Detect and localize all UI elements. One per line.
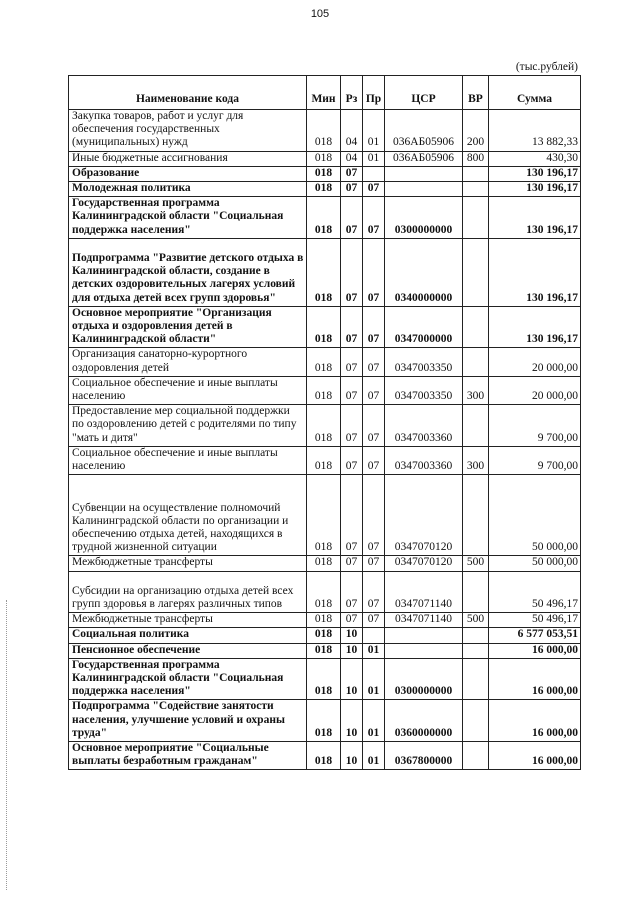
cell-min: 018 [307, 238, 341, 306]
cell-name: Пенсионное обеспечение [69, 643, 307, 658]
cell-pr [363, 166, 385, 181]
budget-table-container [68, 75, 580, 770]
cell-rz: 07 [341, 306, 363, 348]
units-label: (тыс.рублей) [515, 61, 578, 73]
cell-csr [385, 628, 463, 643]
scan-margin-marks [6, 600, 9, 890]
cell-rz: 07 [341, 475, 363, 556]
cell-sum: 9 700,00 [489, 446, 581, 474]
cell-min: 018 [307, 628, 341, 643]
cell-csr [385, 182, 463, 197]
cell-name: Закупка товаров, работ и услуг для обеспечения государственных (муниципальных) нужд [69, 110, 307, 152]
cell-min: 018 [307, 556, 341, 571]
cell-sum: 50 496,17 [489, 571, 581, 613]
cell-rz: 07 [341, 348, 363, 376]
cell-sum: 20 000,00 [489, 376, 581, 404]
cell-min: 018 [307, 151, 341, 166]
cell-rz: 07 [341, 556, 363, 571]
table-row [69, 556, 581, 571]
table-row [69, 151, 581, 166]
cell-pr: 01 [363, 700, 385, 742]
cell-min: 018 [307, 348, 341, 376]
cell-vr [463, 306, 489, 348]
cell-sum: 130 196,17 [489, 238, 581, 306]
table-row [69, 628, 581, 643]
table-row [69, 700, 581, 742]
cell-csr: 0347071140 [385, 571, 463, 613]
cell-csr: 0347003360 [385, 446, 463, 474]
cell-pr: 07 [363, 446, 385, 474]
cell-sum: 16 000,00 [489, 658, 581, 700]
cell-rz: 04 [341, 110, 363, 152]
table-row [69, 405, 581, 447]
cell-name: Межбюджетные трансферты [69, 556, 307, 571]
table-row [69, 182, 581, 197]
cell-csr [385, 166, 463, 181]
cell-pr: 07 [363, 238, 385, 306]
cell-rz: 07 [341, 571, 363, 613]
budget-table [68, 75, 581, 770]
cell-name: Основное мероприятие "Организация отдыха и оздоровления детей в Калининградской области" [69, 306, 307, 348]
table-row [69, 110, 581, 152]
cell-csr: 036АБ05906 [385, 110, 463, 152]
cell-vr [463, 475, 489, 556]
cell-csr: 0367800000 [385, 742, 463, 770]
cell-sum: 430,30 [489, 151, 581, 166]
cell-vr: 500 [463, 613, 489, 628]
cell-name: Государственная программа Калининградской области "Социальная поддержка населения" [69, 658, 307, 700]
cell-csr: 0347003360 [385, 405, 463, 447]
header-csr: ЦСР [385, 76, 463, 110]
cell-min: 018 [307, 166, 341, 181]
cell-name: Межбюджетные трансферты [69, 613, 307, 628]
cell-rz: 10 [341, 700, 363, 742]
cell-min: 018 [307, 110, 341, 152]
cell-csr: 0340000000 [385, 238, 463, 306]
cell-min: 018 [307, 643, 341, 658]
cell-min: 018 [307, 197, 341, 239]
cell-rz: 10 [341, 643, 363, 658]
cell-csr: 0300000000 [385, 658, 463, 700]
cell-vr [463, 643, 489, 658]
cell-sum: 130 196,17 [489, 306, 581, 348]
cell-pr: 01 [363, 643, 385, 658]
cell-pr: 07 [363, 197, 385, 239]
header-rz: Рз [341, 76, 363, 110]
cell-name: Образование [69, 166, 307, 181]
header-name: Наименование кода [69, 76, 307, 110]
cell-sum: 16 000,00 [489, 700, 581, 742]
table-header-row [69, 76, 581, 110]
cell-sum: 50 496,17 [489, 613, 581, 628]
cell-sum: 6 577 053,51 [489, 628, 581, 643]
cell-rz: 07 [341, 376, 363, 404]
table-row [69, 643, 581, 658]
cell-sum: 13 882,33 [489, 110, 581, 152]
cell-vr [463, 166, 489, 181]
header-pr: Пр [363, 76, 385, 110]
table-row [69, 742, 581, 770]
table-body [69, 110, 581, 770]
cell-name: Предоставление мер социальной поддержки по оздоровлению детей с родителями по типу "мать и дитя" [69, 405, 307, 447]
cell-csr: 0347000000 [385, 306, 463, 348]
cell-pr: 07 [363, 475, 385, 556]
cell-csr: 0347071140 [385, 613, 463, 628]
cell-sum: 20 000,00 [489, 348, 581, 376]
cell-pr: 01 [363, 110, 385, 152]
cell-vr [463, 197, 489, 239]
cell-rz: 07 [341, 446, 363, 474]
cell-vr [463, 628, 489, 643]
cell-rz: 07 [341, 613, 363, 628]
cell-rz: 07 [341, 182, 363, 197]
cell-sum: 50 000,00 [489, 475, 581, 556]
cell-sum: 16 000,00 [489, 742, 581, 770]
cell-min: 018 [307, 658, 341, 700]
cell-min: 018 [307, 376, 341, 404]
cell-name: Субвенции на осуществление полномочий Калининградской области по организации и обеспечению отдыха детей, находящихся в трудной жизненной ситуации [69, 475, 307, 556]
cell-pr: 07 [363, 556, 385, 571]
cell-min: 018 [307, 306, 341, 348]
cell-sum: 9 700,00 [489, 405, 581, 447]
cell-name: Социальная политика [69, 628, 307, 643]
cell-name: Молодежная политика [69, 182, 307, 197]
cell-pr: 07 [363, 306, 385, 348]
table-row [69, 475, 581, 556]
cell-min: 018 [307, 475, 341, 556]
cell-vr [463, 238, 489, 306]
cell-name: Организация санаторно-курортного оздоровления детей [69, 348, 307, 376]
cell-sum: 130 196,17 [489, 197, 581, 239]
cell-name: Подпрограмма "Содействие занятости населения, улучшение условий и охраны труда" [69, 700, 307, 742]
cell-csr: 0347070120 [385, 475, 463, 556]
cell-csr: 0300000000 [385, 197, 463, 239]
table-row [69, 658, 581, 700]
cell-csr: 0347003350 [385, 348, 463, 376]
cell-vr [463, 571, 489, 613]
cell-vr: 500 [463, 556, 489, 571]
cell-sum: 130 196,17 [489, 166, 581, 181]
cell-pr [363, 628, 385, 643]
cell-vr [463, 742, 489, 770]
cell-vr: 200 [463, 110, 489, 152]
cell-min: 018 [307, 182, 341, 197]
cell-name: Социальное обеспечение и иные выплаты населению [69, 376, 307, 404]
cell-min: 018 [307, 405, 341, 447]
cell-csr [385, 643, 463, 658]
cell-pr: 07 [363, 348, 385, 376]
header-vr: ВР [463, 76, 489, 110]
cell-min: 018 [307, 446, 341, 474]
cell-sum: 130 196,17 [489, 182, 581, 197]
cell-name: Государственная программа Калининградской области "Социальная поддержка населения" [69, 197, 307, 239]
cell-min: 018 [307, 571, 341, 613]
header-sum: Сумма [489, 76, 581, 110]
cell-pr: 07 [363, 571, 385, 613]
cell-vr [463, 182, 489, 197]
cell-pr: 07 [363, 182, 385, 197]
cell-vr [463, 700, 489, 742]
cell-vr: 300 [463, 376, 489, 404]
cell-rz: 10 [341, 628, 363, 643]
cell-name: Подпрограмма "Развитие детского отдыха в Калининградской области, создание в детских оздоровительных лагерях условий для отдыха детей всех групп здоровья" [69, 238, 307, 306]
cell-name: Социальное обеспечение и иные выплаты населению [69, 446, 307, 474]
table-row [69, 348, 581, 376]
cell-vr: 300 [463, 446, 489, 474]
cell-min: 018 [307, 700, 341, 742]
cell-pr: 01 [363, 658, 385, 700]
table-row [69, 166, 581, 181]
cell-vr [463, 658, 489, 700]
table-row [69, 197, 581, 239]
cell-vr [463, 405, 489, 447]
cell-rz: 07 [341, 166, 363, 181]
cell-sum: 16 000,00 [489, 643, 581, 658]
table-row [69, 376, 581, 404]
table-row [69, 571, 581, 613]
cell-rz: 10 [341, 658, 363, 700]
table-row [69, 446, 581, 474]
page-number: 105 [310, 8, 330, 20]
cell-rz: 07 [341, 238, 363, 306]
cell-name: Иные бюджетные ассигнования [69, 151, 307, 166]
cell-pr: 07 [363, 613, 385, 628]
table-row [69, 306, 581, 348]
cell-vr: 800 [463, 151, 489, 166]
cell-pr: 07 [363, 376, 385, 404]
table-row [69, 613, 581, 628]
cell-rz: 10 [341, 742, 363, 770]
cell-name: Субсидии на организацию отдыха детей всех групп здоровья в лагерях различных типов [69, 571, 307, 613]
table-row [69, 238, 581, 306]
cell-csr: 0347003350 [385, 376, 463, 404]
cell-rz: 04 [341, 151, 363, 166]
cell-rz: 07 [341, 197, 363, 239]
cell-csr: 036АБ05906 [385, 151, 463, 166]
cell-name: Основное мероприятие "Социальные выплаты безработным гражданам" [69, 742, 307, 770]
cell-sum: 50 000,00 [489, 556, 581, 571]
cell-min: 018 [307, 742, 341, 770]
cell-min: 018 [307, 613, 341, 628]
cell-vr [463, 348, 489, 376]
cell-pr: 01 [363, 742, 385, 770]
cell-pr: 01 [363, 151, 385, 166]
header-min: Мин [307, 76, 341, 110]
cell-rz: 07 [341, 405, 363, 447]
cell-pr: 07 [363, 405, 385, 447]
cell-csr: 0347070120 [385, 556, 463, 571]
cell-csr: 0360000000 [385, 700, 463, 742]
